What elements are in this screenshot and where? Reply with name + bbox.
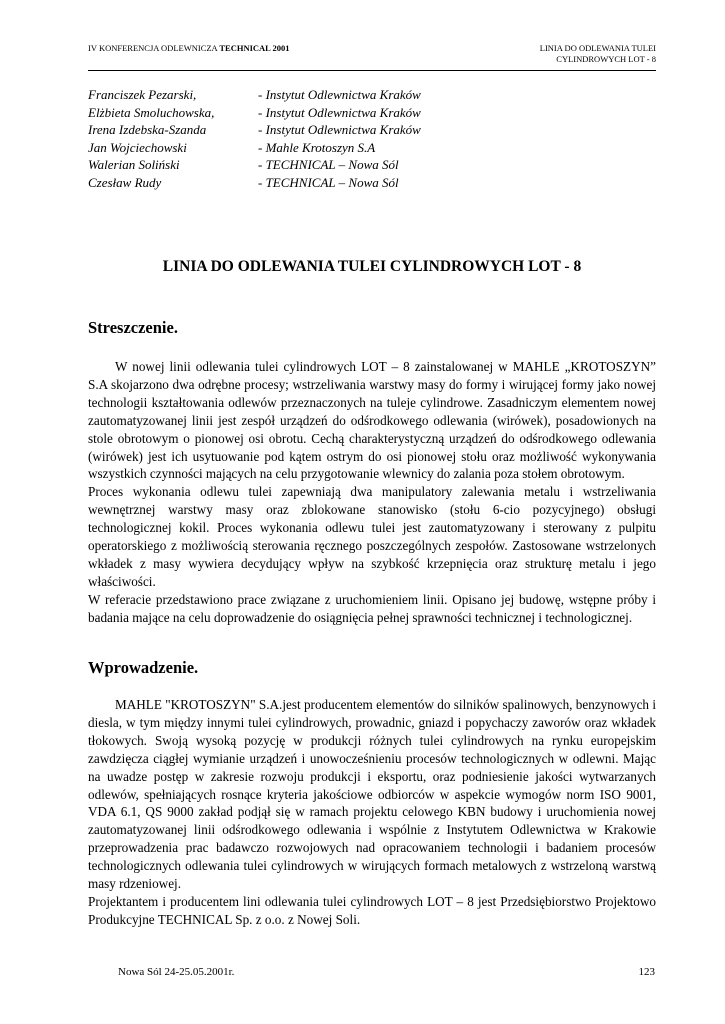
author-name: Irena Izdebska-Szanda: [88, 122, 207, 138]
author-name: Franciszek Pezarski,: [88, 87, 197, 102]
paper-title: LINIA DO ODLEWANIA TULEI CYLINDROWYCH LOT - 8: [162, 258, 582, 275]
abstract-body: [88, 358, 656, 627]
author-name: Jan Wojciechowski: [88, 139, 187, 155]
author-name: Elżbieta Smoluchowska,: [88, 104, 215, 120]
page-number: 123: [638, 966, 655, 978]
abstract-paragraph: W nowej linii odlewania tulei cylindrowych LOT – 8 zainstalowanej w MAHLE „KROTOSZYN” S.A skojarzono dwa odrębne procesy; wstrzeliwania warstwy masy do formy i wirującej formy jako nowej technologii kształtowania odlewów przeznaczonych na tuleje cylindrowe. Zasadniczym elementem nowej zautomatyzowanej linii jest zespół urządzeń do odśrodkowego odlewania (wirówek), posadowionych na stole obrotowym o pionowej osi obrotu. Cechą charakterystyczną urządzeń do odśrodkowego odlewania (wirówek) jest ich usytuowanie pod kątem ostrym do osi pionowej stołu oraz możliwość wykonywania wszystkich czynności mających na celu przygotowanie wlewnicy do zalania poza stołem obrotowym.: [88, 359, 656, 482]
author-institution: - Instytut Odlewnictwa Kraków: [258, 104, 421, 120]
author-institution: - Instytut Odlewnictwa Kraków: [258, 122, 421, 138]
header-paper-title: [540, 43, 656, 65]
header-conference-prefix: IV KONFERENCJA ODLEWNICZA: [88, 43, 220, 53]
footer-place-date: Nowa Sól 24-25.05.2001r.: [118, 966, 235, 978]
introduction-paragraph: MAHLE "KROTOSZYN" S.A.jest producentem elementów do silników spalinowych, benzynowych i diesla, w tym między innymi tulei cylindrowych, prowadnic, gniazd i popychaczy zaworów oraz wkładek tłokowych. Swoją wysoką pozycję w produkcji różnych tulei cylindrowych na rynku europejskim zawdzięcza ciągłej wymianie urządzeń i unowocześnieniu procesów technologicznych w odlewni. Mając na uwadze postęp w zakresie rozwoju produkcji i eksportu, oraz podniesienie jakości wytwarzanych odlewów, spełniających rosnące kryteria jakościowe odbiorców w aspekcie wymogów norm ISO 9001, VDA 6.1, QS 9000 zakład podjął się w ramach projektu celowego KBN budowy i uruchomienia nowej zautomatyzowanej linii odśrodkowego odlewania i wspólnie z Instytutem Odlewnictwa w Krakowie przeprowadzenia prac badawczo rozwojowych nad opracowaniem technologii i badaniem procesów technologicznych odlewania tulei cylindrowych w wirujących formach metalowych z wstrzeloną warstwą masy rdzeniowej.: [88, 697, 656, 892]
running-header: [88, 42, 656, 71]
introduction-body: [88, 696, 656, 929]
abstract-paragraph: Proces wykonania odlewu tulei zapewniają dwa manipulatory zalewania metalu i wstrzeliwania wewnętrznej warstwy masy oraz zblokowane stanowisko (stołu 6-cio pozycyjnego) obsługi technologicznej kokil. Proces wykonania odlewu tulei jest zautomatyzowany i sterowany z pulpitu operatorskiego z możliwością sterowania ręcznego poszczególnych zespołów. Zastosowane wstrzelonych wkładek z masy wywiera decydujący wpływ na szybkość krzepnięcia oraz strukturę metalu i jego właściwości.: [88, 484, 656, 589]
author-institution: - Instytut Odlewnictwa Kraków: [258, 87, 421, 102]
author-name: Walerian Soliński: [88, 157, 180, 173]
author-institution: - TECHNICAL – Nowa Sól: [258, 174, 399, 190]
author-name: Czesław Rudy: [88, 174, 162, 190]
header-right-line-2: CYLINDROWYCH LOT - 8: [556, 54, 656, 64]
introduction-paragraph: Projektantem i producentem lini odlewania tulei cylindrowych LOT – 8 jest Przedsiębiorstwo Projektowo Produkcyjne TECHNICAL Sp. z o.o. z Nowej Soli.: [88, 893, 656, 927]
header-conference: [88, 43, 290, 53]
author-institution: - TECHNICAL – Nowa Sól: [258, 157, 399, 173]
header-conference-bold: TECHNICAL 2001: [219, 43, 290, 53]
author-institution: - Mahle Krotoszyn S.A: [258, 139, 376, 155]
header-right-line-1: LINIA DO ODLEWANIA TULEI: [539, 43, 656, 53]
abstract-paragraph: W referacie przedstawiono prace związane z uruchomieniem linii. Opisano jej budowę, wstępne próby i badania mające na celu doprowadzenie do osiągnięcia pełnej sprawności technicznej i technologicznej.: [88, 591, 656, 625]
abstract-heading: Streszczenie.: [88, 318, 178, 337]
introduction-heading: Wprowadzenie.: [88, 658, 199, 677]
